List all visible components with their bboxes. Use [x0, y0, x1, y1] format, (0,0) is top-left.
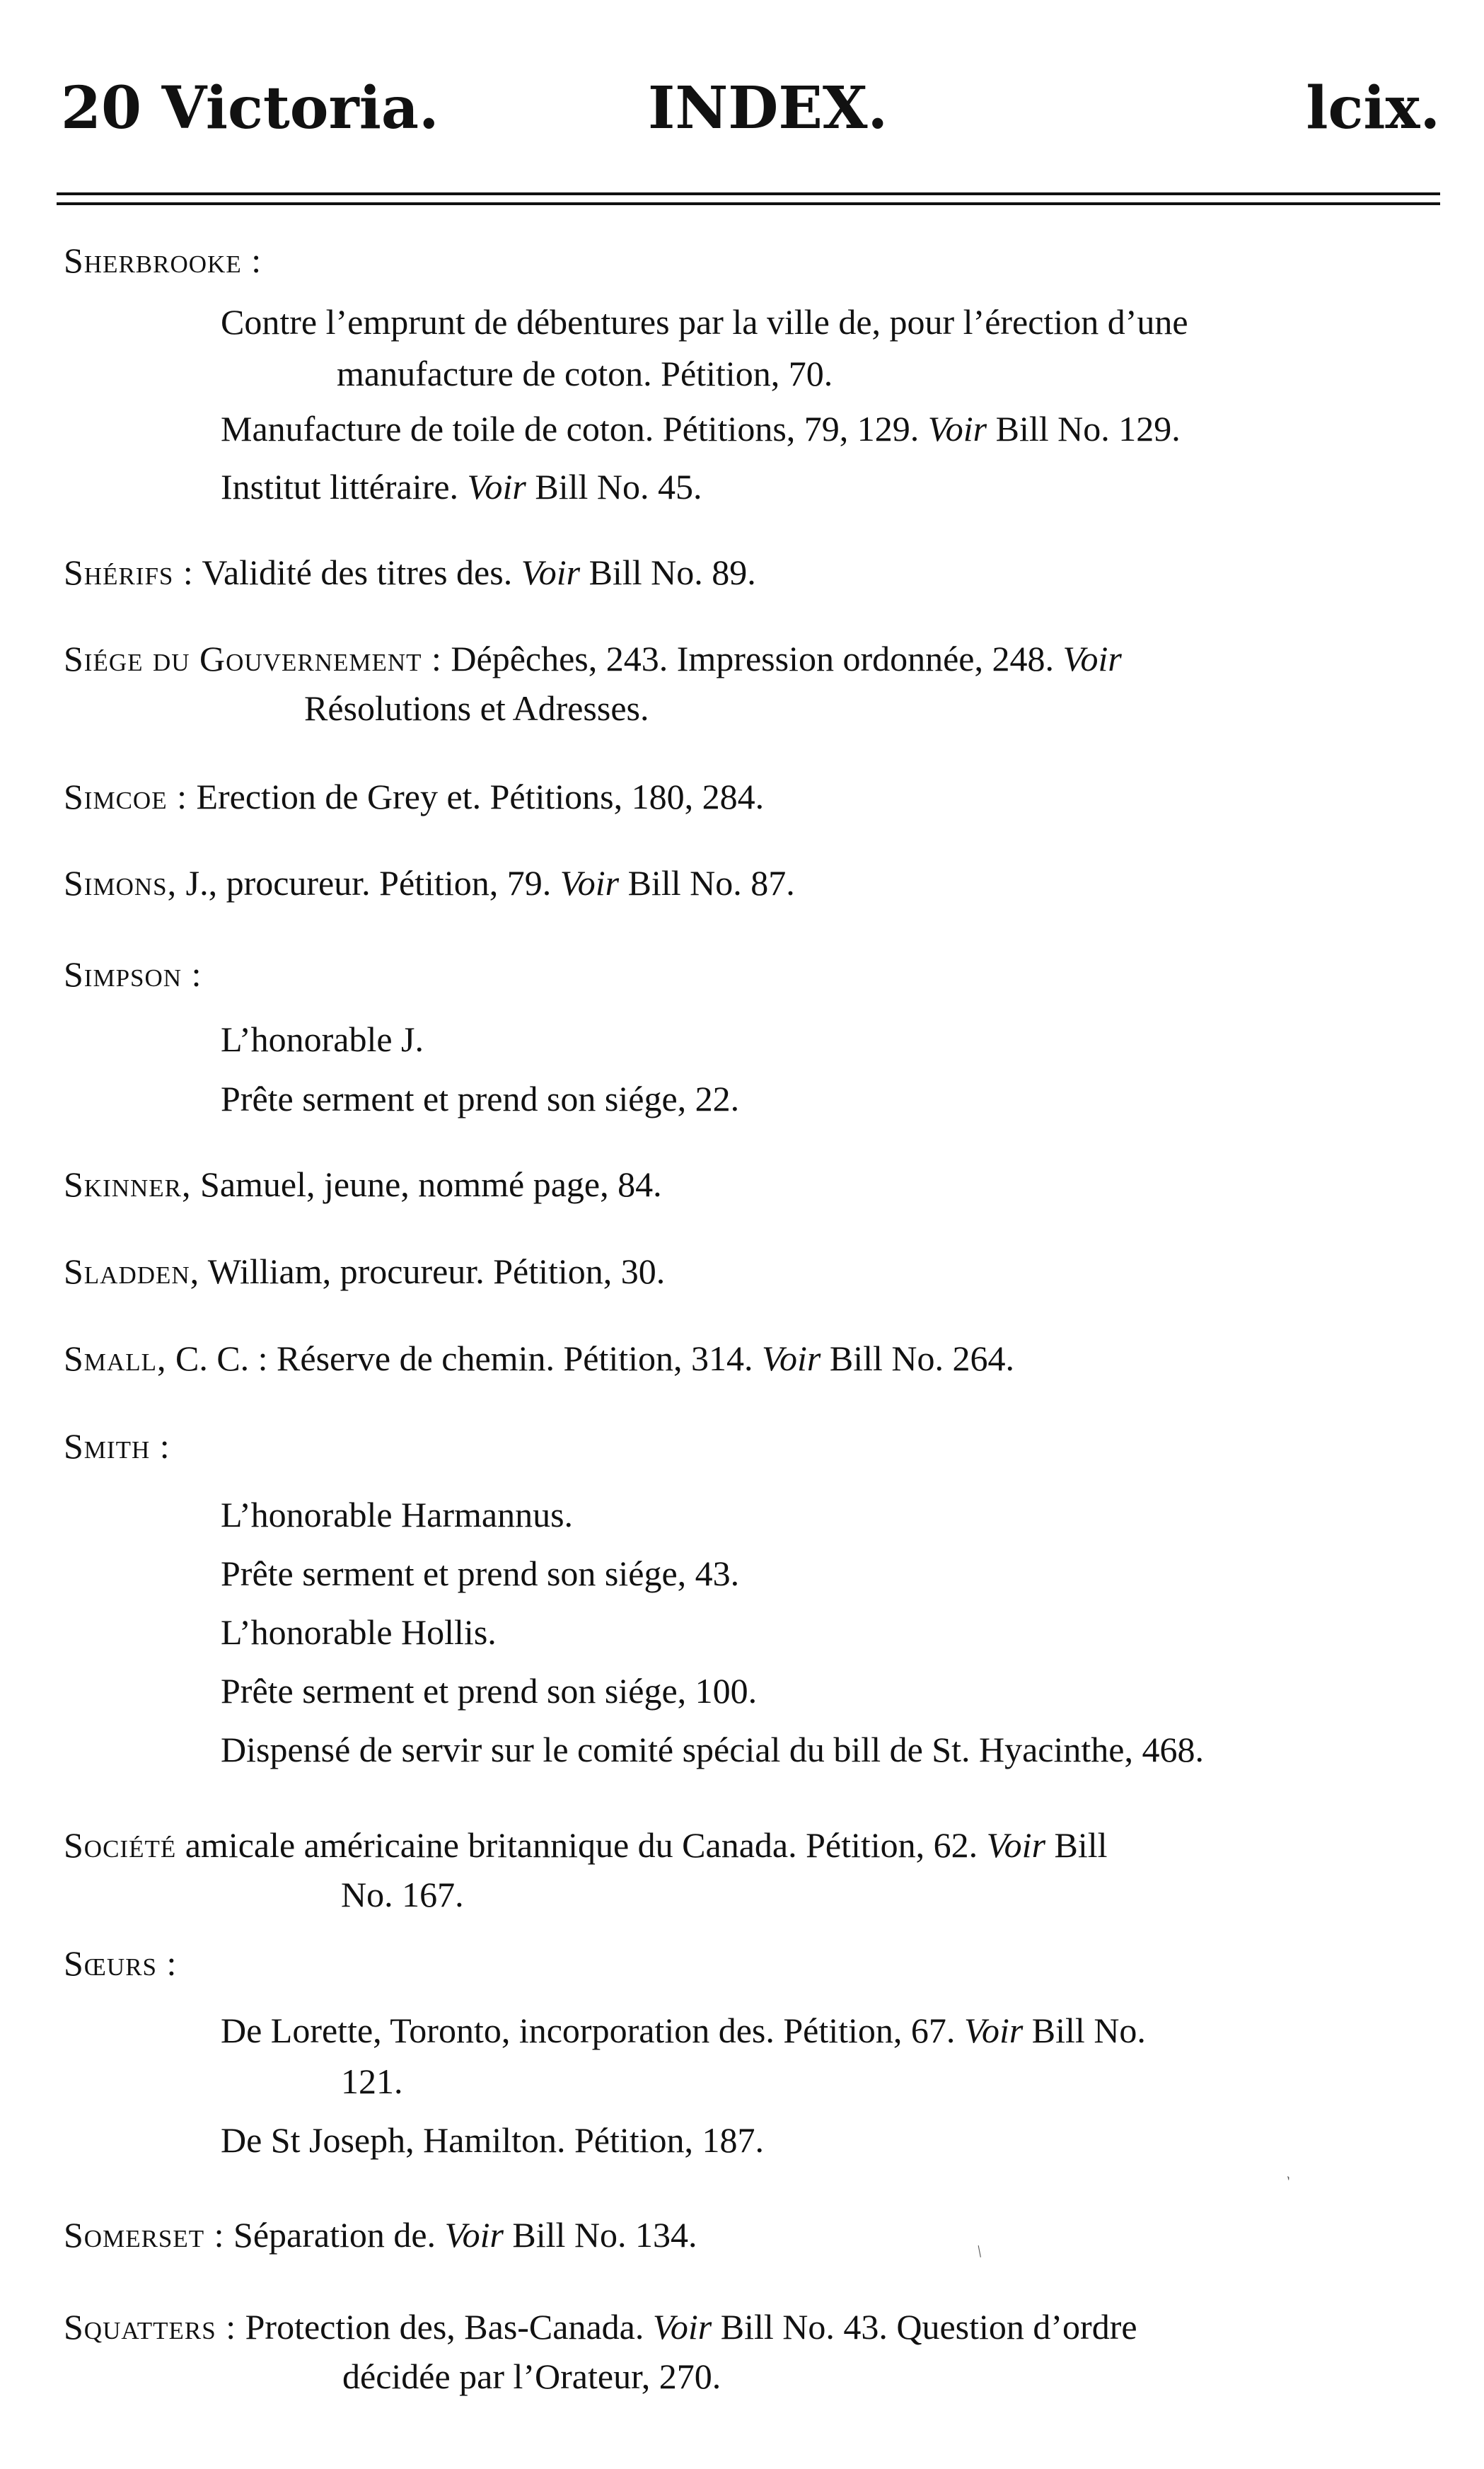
- entry-line: Simons, J., procureur. Pétition, 79. Voir Bill No. 87.: [64, 863, 795, 903]
- entry-heading-sladden: Sladden,: [64, 1251, 200, 1291]
- voir-reference: Voir: [986, 1825, 1046, 1865]
- entry-line: Contre l’emprunt de débentures par la ville de, pour l’érection d’une: [221, 302, 1188, 342]
- entry-line: Prête serment et prend son siége, 22.: [221, 1079, 740, 1118]
- entry-line: De St Joseph, Hamilton. Pétition, 187.: [221, 2120, 765, 2160]
- voir-reference: Voir: [927, 409, 987, 449]
- entry-line: De Lorette, Toronto, incorporation des. Pétition, 67. Voir Bill No.: [221, 2011, 1146, 2050]
- entry-line: manufacture de coton. Pétition, 70.: [337, 354, 833, 393]
- voir-reference: Voir: [444, 2215, 504, 2255]
- session-label: 20 Victoria.: [61, 74, 439, 142]
- entry-line: Skinner, Samuel, jeune, nommé page, 84.: [64, 1164, 662, 1204]
- entry-line: Institut littéraire. Voir Bill No. 45.: [221, 467, 702, 507]
- entry-heading-squatters: Squatters :: [64, 2307, 237, 2347]
- entry-line: Dispensé de servir sur le comité spécial du bill de St. Hyacinthe, 468.: [221, 1730, 1204, 1769]
- entry-line: Somerset : Séparation de. Voir Bill No. 134.: [64, 2215, 697, 2255]
- entry-line: L’honorable Harmannus.: [221, 1495, 574, 1534]
- page-number: lcix.: [1306, 74, 1440, 142]
- entry-line: No. 167.: [341, 1875, 464, 1914]
- entry-heading-somerset: Somerset :: [64, 2215, 225, 2255]
- entry-line: Prête serment et prend son siége, 100.: [221, 1671, 758, 1711]
- entry-heading-simons: Simons,: [64, 863, 178, 903]
- page-title: INDEX.: [648, 74, 888, 142]
- entry-heading-smith: Smith :: [64, 1426, 170, 1466]
- entry-heading-siege: Siége du Gouvernement :: [64, 639, 442, 678]
- voir-reference: Voir: [467, 467, 526, 507]
- voir-reference: Voir: [963, 2011, 1024, 2050]
- entry-line: Manufacture de toile de coton. Pétitions, 79, 129. Voir Bill No. 129.: [221, 409, 1181, 449]
- header-rule-top: [57, 192, 1440, 195]
- header-rule-bottom: [57, 202, 1440, 205]
- entry-line: Simcoe : Erection de Grey et. Pétitions, 180, 284.: [64, 777, 765, 816]
- page-header: [61, 74, 1440, 152]
- scan-speck: `: [1276, 2173, 1293, 2192]
- voir-reference: Voir: [652, 2307, 712, 2347]
- entry-line: L’honorable J.: [221, 1019, 424, 1059]
- entry-line: 121.: [341, 2062, 403, 2101]
- entry-heading-societe: Société: [64, 1825, 177, 1865]
- entry-heading-sherbrooke: Sherbrooke :: [64, 241, 262, 280]
- entry-line: L’honorable Hollis.: [221, 1612, 497, 1652]
- entry-line: décidée par l’Orateur, 270.: [342, 2357, 721, 2396]
- entry-heading-soeurs: Sœurs :: [64, 1943, 178, 1983]
- entry-line: Société amicale américaine britannique du Canada. Pétition, 62. Voir Bill: [64, 1825, 1108, 1865]
- entry-line: Small, C. C. : Réserve de chemin. Pétition, 314. Voir Bill No. 264.: [64, 1338, 1015, 1378]
- entry-line: Shérifs : Validité des titres des. Voir Bill No. 89.: [64, 553, 756, 592]
- entry-heading-simpson: Simpson :: [64, 954, 202, 994]
- entry-heading-simcoe: Simcoe :: [64, 777, 187, 816]
- voir-reference: Voir: [762, 1338, 821, 1378]
- scan-speck: /: [973, 2243, 987, 2261]
- entry-line: Résolutions et Adresses.: [304, 688, 649, 728]
- entry-line: Siége du Gouvernement : Dépêches, 243. Impression ordonnée, 248. Voir: [64, 639, 1122, 678]
- entry-heading-sherifs: Shérifs :: [64, 553, 194, 592]
- entry-heading-skinner: Skinner,: [64, 1164, 192, 1204]
- voir-reference: Voir: [560, 863, 620, 903]
- voir-reference: Voir: [1062, 639, 1122, 678]
- voir-reference: Voir: [521, 553, 581, 592]
- entry-line: Prête serment et prend son siége, 43.: [221, 1554, 740, 1593]
- entry-line: Squatters : Protection des, Bas-Canada. Voir Bill No. 43. Question d’ordre: [64, 2307, 1137, 2347]
- entry-line: Sladden, William, procureur. Pétition, 30.: [64, 1251, 666, 1291]
- entry-heading-small: Small,: [64, 1338, 167, 1378]
